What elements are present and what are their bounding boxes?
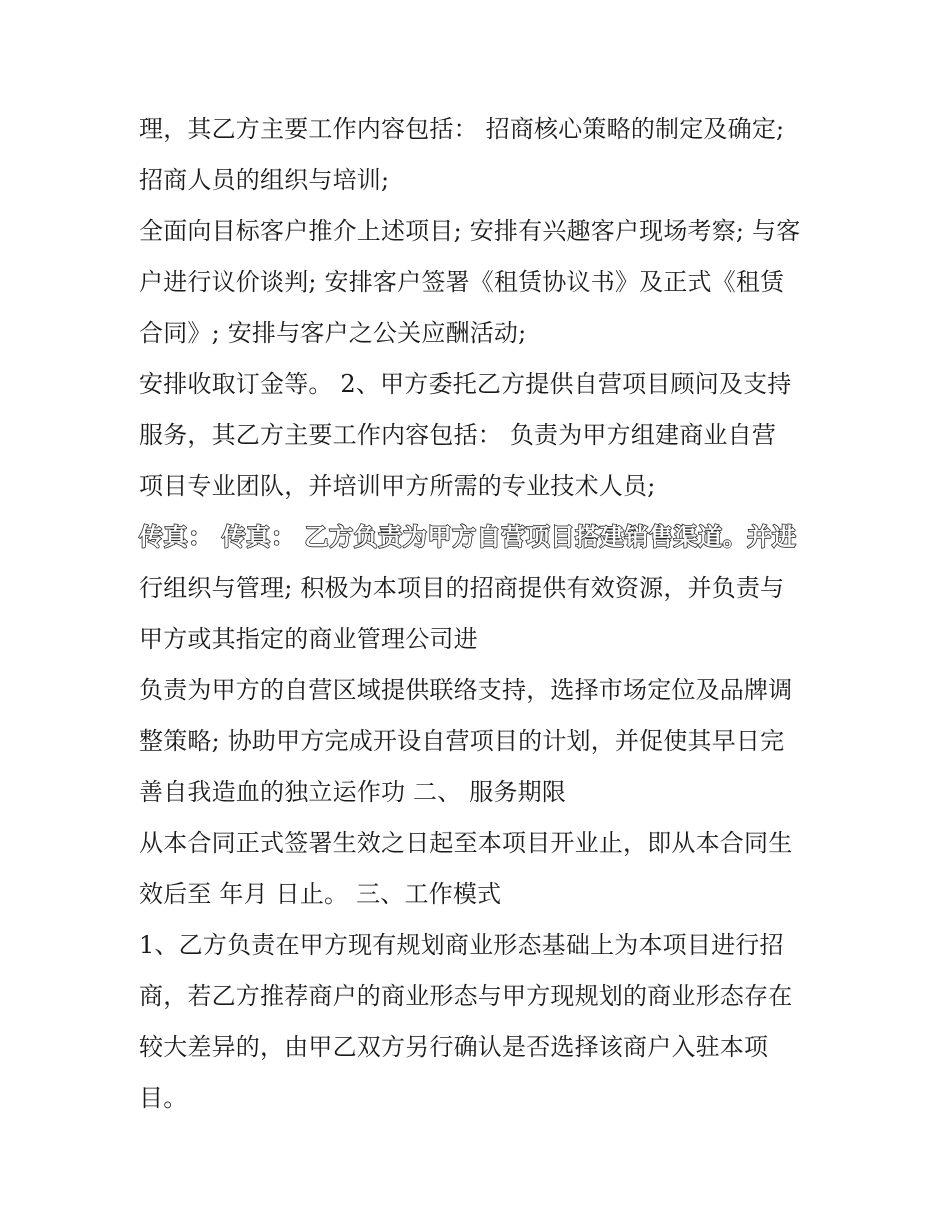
text-line: 全面向目标客户推介上述项目; 安排有兴趣客户现场考察; 与客	[139, 217, 801, 245]
text-line: 整策略; 协助甲方完成开设自营项目的计划，并促使其早日完	[139, 727, 785, 755]
text-line: 商，若乙方推荐商户的商业形态与甲方现规划的商业形态存在	[139, 982, 793, 1010]
text-line: 行组织与管理; 积极为本项目的招商提供有效资源，并负责与	[139, 574, 785, 602]
text-line: 安排收取订金等。 2、甲方委托乙方提供自营项目顾问及支持	[139, 370, 792, 398]
text-line: 负责为甲方的自营区域提供联络支持，选择市场定位及品牌调	[139, 676, 793, 704]
text-line: 户进行议价谈判; 安排客户签署《租赁协议书》及正式《租赁	[139, 268, 785, 296]
text-line: 甲方或其指定的商业管理公司进	[139, 625, 478, 653]
text-line: 效后至 年月 日止。 三、工作模式	[139, 880, 502, 908]
outlined-text-line: 传真： 传真： 乙方负责为甲方自营项目搭建销售渠道。并进	[139, 523, 797, 551]
text-line: 理，其乙方主要工作内容包括： 招商核心策略的制定及确定;	[139, 115, 785, 143]
text-line: 目。	[139, 1084, 188, 1112]
text-line: 项目专业团队，并培训甲方所需的专业技术人员;	[139, 472, 656, 500]
text-line: 从本合同正式签署生效之日起至本项目开业止，即从本合同生	[139, 829, 793, 857]
text-line: 善自我造血的独立运作功 二、 服务期限	[139, 778, 567, 806]
text-line: 服务，其乙方主要工作内容包括： 负责为甲方组建商业自营	[139, 421, 777, 449]
text-line: 合同》; 安排与客户之公关应酬活动;	[139, 319, 527, 347]
text-line: 招商人员的组织与培训;	[139, 166, 390, 194]
document-body	[139, 104, 819, 1124]
text-line: 较大差异的，由甲乙双方另行确认是否选择该商户入驻本项	[139, 1033, 769, 1061]
text-line: 1、乙方负责在甲方现有规划商业形态基础上为本项目进行招	[139, 931, 784, 959]
